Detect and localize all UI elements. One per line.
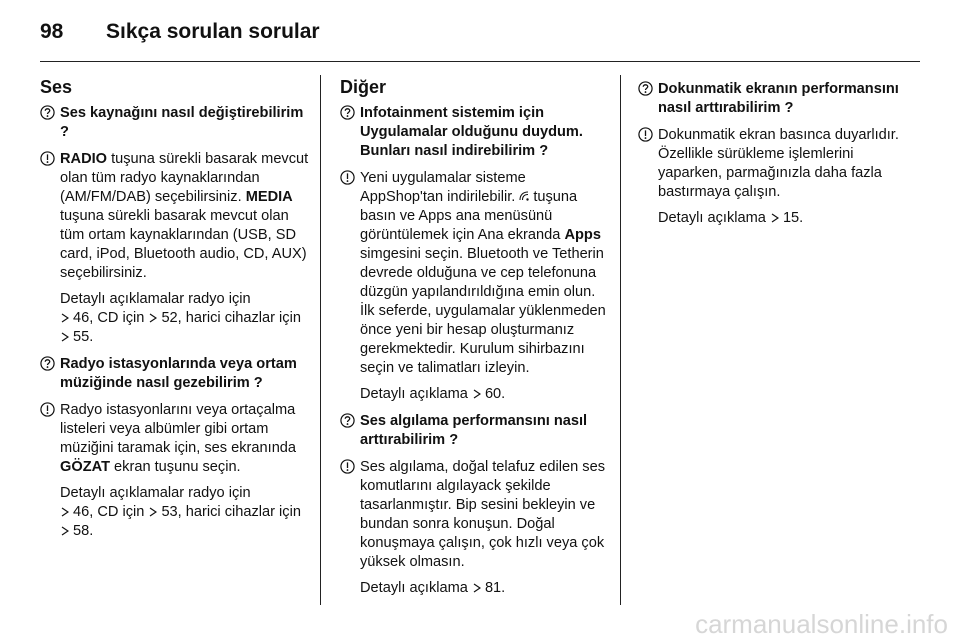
answer-paragraph bbox=[60, 401, 312, 477]
reference-text: 60. bbox=[484, 386, 506, 402]
section-title-diger: Diğer bbox=[340, 77, 387, 97]
answer-text: simgesini seçin. Bluetooth ve Tetherin devrede olduğuna ve cep telefonuna düzgün yapılandırıldığına emin olun. İlk seferde, uygulamalar yüklenmeden önce yeni bir hesap oluşturmanız gerekmektedir. Kurulum sihirbazını seçin ve talimatları izleyin. bbox=[360, 246, 606, 376]
reference-text: 15. bbox=[782, 210, 804, 226]
arrow-ref-icon bbox=[473, 389, 481, 399]
media-key-label: MEDIA bbox=[245, 189, 293, 205]
arrow-ref-icon bbox=[149, 313, 157, 323]
answer-text: tuşuna sürekli basarak mevcut olan tüm ortam kaynaklarından (USB, SD card, iPod, Bluetooth audio, CD, AUX) seçebilirsiniz. bbox=[60, 208, 307, 281]
answer-text: Yeni uygulamalar sisteme AppShop'tan indirilebilir. bbox=[360, 170, 526, 205]
column-middle bbox=[340, 76, 608, 606]
question-circle-icon bbox=[340, 413, 355, 428]
answer-block bbox=[40, 401, 312, 541]
page-header bbox=[40, 16, 920, 56]
section-title-ses: Ses bbox=[40, 77, 73, 97]
column-divider bbox=[320, 75, 321, 605]
reference-paragraph bbox=[60, 290, 312, 347]
question-text: Radyo istasyonlarında veya ortam müziğinde nasıl gezebilirim ? bbox=[60, 356, 297, 391]
exclamation-circle-icon bbox=[40, 151, 55, 166]
gozat-key-label: GÖZAT bbox=[60, 459, 110, 475]
reference-text: Detaylı açıklamalar radyo için bbox=[60, 291, 251, 307]
arrow-ref-icon bbox=[771, 213, 779, 223]
question-block bbox=[340, 412, 608, 450]
arrow-ref-icon bbox=[61, 507, 69, 517]
reference-text: Detaylı açıklama bbox=[360, 386, 468, 402]
reference-text: Detaylı açıklama bbox=[658, 210, 766, 226]
reference-text: 81. bbox=[484, 580, 506, 596]
column-divider bbox=[620, 75, 621, 605]
question-circle-icon bbox=[638, 81, 653, 96]
page-title: Sıkça sorulan sorular bbox=[106, 20, 320, 43]
page-number: 98 bbox=[40, 20, 64, 43]
arrow-ref-icon bbox=[473, 583, 481, 593]
watermark: carmanualsonline.info bbox=[695, 609, 948, 639]
phone-icon bbox=[518, 190, 530, 202]
question-text: Dokunmatik ekranın performansını nasıl arttırabilirim ? bbox=[658, 81, 899, 116]
question-circle-icon bbox=[40, 356, 55, 371]
question-text: Ses algılama performansını nasıl arttırabilirim ? bbox=[360, 413, 588, 448]
column-left bbox=[40, 76, 312, 549]
reference-paragraph bbox=[360, 385, 608, 404]
reference-text: Detaylı açıklamalar radyo için bbox=[60, 485, 251, 501]
reference-text: 53, harici cihazlar için bbox=[161, 504, 301, 520]
answer-block bbox=[340, 458, 608, 598]
header-rule bbox=[40, 61, 920, 62]
reference-text: 46, CD için bbox=[73, 310, 145, 326]
exclamation-circle-icon bbox=[340, 170, 355, 185]
arrow-ref-icon bbox=[61, 526, 69, 536]
reference-paragraph bbox=[60, 484, 312, 541]
reference-text: 52, harici cihazlar için bbox=[161, 310, 301, 326]
exclamation-circle-icon bbox=[40, 402, 55, 417]
question-block bbox=[40, 104, 312, 142]
arrow-ref-icon bbox=[61, 332, 69, 342]
answer-paragraph: Dokunmatik ekran basınca duyarlıdır. Özellikle sürükleme işlemlerini yaparken, parmağınızla daha fazla bastırmaya çalışın. bbox=[658, 127, 899, 200]
answer-paragraph bbox=[60, 150, 312, 283]
reference-text: 58. bbox=[73, 523, 94, 539]
question-block bbox=[340, 104, 608, 161]
answer-text: tuşuna basın ve Apps ana menüsünü görüntülemek için Ana ekranda bbox=[360, 189, 578, 243]
answer-text: ekran tuşunu seçin. bbox=[110, 459, 241, 475]
exclamation-circle-icon bbox=[340, 459, 355, 474]
answer-text: Radyo istasyonlarını veya ortaçalma listeleri veya albümler gibi ortam müziğini taramak için, ses ekranında bbox=[60, 402, 297, 456]
answer-text: tuşuna sürekli basarak mevcut olan tüm radyo kaynaklarından (AM/FM/DAB) seçebilirsiniz. bbox=[60, 151, 309, 205]
answer-block bbox=[638, 126, 908, 228]
radio-key-label: RADIO bbox=[60, 151, 108, 167]
question-block bbox=[40, 355, 312, 393]
reference-text: 55. bbox=[73, 329, 94, 345]
reference-paragraph bbox=[658, 209, 908, 228]
question-circle-icon bbox=[340, 105, 355, 120]
reference-text: 46, CD için bbox=[73, 504, 145, 520]
answer-block bbox=[340, 169, 608, 404]
question-circle-icon bbox=[40, 105, 55, 120]
question-text: Ses kaynağını nasıl değiştirebilirim ? bbox=[60, 105, 304, 140]
exclamation-circle-icon bbox=[638, 127, 653, 142]
column-right bbox=[638, 80, 908, 236]
arrow-ref-icon bbox=[61, 313, 69, 323]
reference-paragraph bbox=[360, 579, 608, 598]
answer-paragraph: Ses algılama, doğal telafuz edilen ses komutlarını algılayack şekilde tasarlanmıştır. Bip sesini bekleyin ve bundan sonra konuşun. Doğal konuşmaya çalışın, çok hızlı veya çok yüksek olmasın. bbox=[360, 459, 606, 570]
reference-text: Detaylı açıklama bbox=[360, 580, 468, 596]
question-text: Infotainment sistemim için Uygulamalar olduğunu duydum. Bunları nasıl indirebilirim ? bbox=[360, 105, 583, 159]
answer-block bbox=[40, 150, 312, 347]
question-block bbox=[638, 80, 908, 118]
apps-label: Apps bbox=[564, 227, 601, 243]
arrow-ref-icon bbox=[149, 507, 157, 517]
answer-paragraph bbox=[360, 169, 608, 378]
